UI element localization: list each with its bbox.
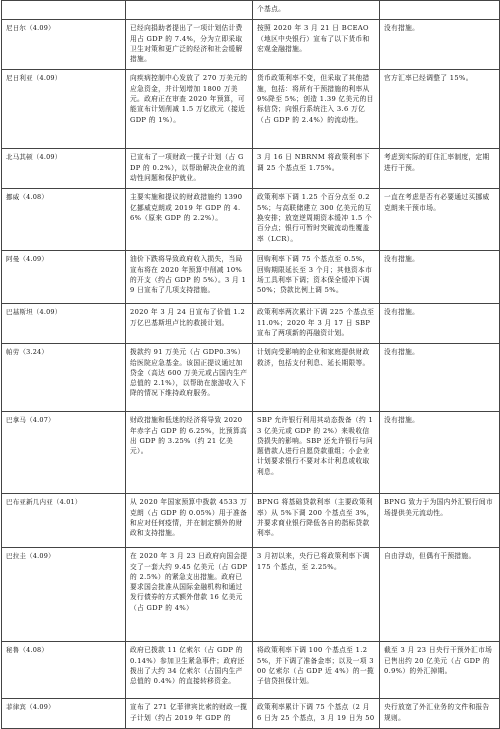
fiscal-cell: 2020 年 3 月 24 日宣布了价值 1.2 万亿巴基斯坦卢比的救援计划。 — [126, 304, 253, 344]
fx-cell — [380, 1, 500, 20]
country-cell: 阿曼（4.09） — [2, 251, 126, 304]
monetary-cell: BPNG 将基础贷款利率（主要政策利率）从 5%下调 200 个基点至 3%，并要求商业银行降低各自的指标贷款利率。 — [253, 494, 380, 548]
table-row — [2, 699, 500, 729]
fx-cell: 没有措施。 — [380, 251, 500, 304]
fiscal-cell — [126, 1, 253, 20]
country-cell: 巴基斯坦（4.09） — [2, 304, 126, 344]
fiscal-cell: 政府已拨款 11 亿索尔（占 GDP 的 0.14%）参加卫生紧急事件；政府还拨出了大约 34 亿索尔（占国内生产总值的 0.4%）的直接转移资金。 — [126, 642, 253, 699]
table-row — [2, 548, 500, 642]
country-cell: 巴拿马（4.07） — [2, 412, 126, 494]
table-row — [2, 304, 500, 344]
country-cell: 巴布亚新几内亚（4.01） — [2, 494, 126, 548]
table-row — [2, 494, 500, 548]
table-row — [2, 189, 500, 251]
monetary-cell: 3 月 16 日 NBRNM 将政策利率下调 25 个基点至 1.75%。 — [253, 149, 380, 189]
fx-cell: 自由浮动，但偶有干预措施。 — [380, 548, 500, 642]
fx-cell: 没有措施。 — [380, 20, 500, 70]
fx-cell: 央行放宽了外汇业务的文件和报告规则。 — [380, 699, 500, 729]
table-row — [2, 412, 500, 494]
monetary-cell: 政策利率两次累计下调 225 个基点至 11.0%；2020 年 3 月 17 日 SBP 宣布了两项新的再融资计划。 — [253, 304, 380, 344]
fx-cell: 截至 3 月 23 日央行干预外汇市场已售出约 20 亿美元（占 GDP 的 0.9%）的外汇掉期。 — [380, 642, 500, 699]
monetary-cell: 计划向受影响的企业和家庭提供财政救济，包括支付利息、延长期限等。 — [253, 344, 380, 412]
country-cell: 挪威（4.08） — [2, 189, 126, 251]
monetary-cell: 货币政策利率不变，但采取了其他措施，包括：将所有干预措施的利率从 9%降至 5%；创造 1.39 亿美元的目标信贷；向银行系统注入 3.6 万亿（占 GDP 的 2.4%）的流动性。 — [253, 70, 380, 149]
country-cell — [2, 1, 126, 20]
policy-table-body — [2, 1, 500, 729]
fiscal-cell: 在 2020 年 3 月 23 日政府向国会提交了一套大约 9.45 亿美元（占 GDP 的 2.5%）的紧急支出措施。政府已要求国会批准从国际金融机构和通过发行债券的方式额外借款 16 亿美元（占 GDP 的 4%） — [126, 548, 253, 642]
fx-cell: 考虑到实际的盯住汇率制度，定期进行干预。 — [380, 149, 500, 189]
fiscal-cell: 向疾病控制中心发放了 270 万美元的应急资金，并计划增加 1800 万美元。政府正在审查 2020 年预算，可能宣布计划削减 1.5 万亿欧元（接近 GDP 的 1%）。 — [126, 70, 253, 149]
table-row — [2, 251, 500, 304]
monetary-cell: 政策利率下调 1.25 个百分点至 0.25%；与高联储建立 300 亿美元的互换安排；放宽逆周期资本缓冲 1.5 个百分点；银行可暂时突破流动性覆盖率（LCR）。 — [253, 189, 380, 251]
country-cell: 帕劳（3.24） — [2, 344, 126, 412]
monetary-cell: 个基点。 — [253, 1, 380, 20]
monetary-cell: 政策利率累计下调 75 个基点（2 月 6 日为 25 个基点，3 月 19 日为 50 — [253, 699, 380, 729]
monetary-cell: 按照 2020 年 3 月 21 日 BCEAO（地区中央银行）宣布了以下货币和宏观金融措施。 — [253, 20, 380, 70]
fiscal-cell: 从 2020 年国家预算中拨款 4533 万克朗（占 GDP 的 0.05%）用于准备和应对任何疫情，并在制定额外的财政和支持措施。 — [126, 494, 253, 548]
fx-cell: 官方汇率已经调整了 15%。 — [380, 70, 500, 149]
country-cell: 巴拉圭（4.09） — [2, 548, 126, 642]
fiscal-cell: 财政措施和低迷的经济将导致 2020 年赤字占 GDP 的 6.25%，比预算高出 GDP 的 3.25%（约 21 亿美元）。 — [126, 412, 253, 494]
fiscal-cell: 油价下跌将导致政府收入损失，当局宣布将在 2020 年预算中削减 10%的开支（约占 GDP 的 5%）。3 月 19 日宣布了几项支持措施。 — [126, 251, 253, 304]
monetary-cell: 将政策利率下调 100 个基点至 1.25%，并下调了准备金率；以及一项 300 亿索尔（占 GDP 近 4%）的一揽子信贷担保计划。 — [253, 642, 380, 699]
fx-cell: 没有措施。 — [380, 412, 500, 494]
country-cell: 尼日利亚（4.09） — [2, 70, 126, 149]
policy-measures-table — [1, 0, 500, 729]
monetary-cell: 回购利率下调 75 个基点至 0.5%，回购期限延长至 3 个月；其他资本市场工具利率下调；资本保全缓冲下调 50%；贷款比例上调 5%。 — [253, 251, 380, 304]
table-row — [2, 70, 500, 149]
fx-cell: 没有措施。 — [380, 304, 500, 344]
table-row — [2, 20, 500, 70]
monetary-cell: SBP 允许银行利用其动态拨备（约 13 亿美元或 GDP 的 2%）来吸收信贷损失的影响。SBP 还允许银行与问题借款人进行自愿贷款重组；小企业计划要求银行不要对本计利息或收取利息。 — [253, 412, 380, 494]
fiscal-cell: 已宣布了一项财政一揽子计划（占 GDP 的 0.2%），以帮助解决企业的流动性问题和保护就业。 — [126, 149, 253, 189]
fiscal-cell: 拨款约 91 万美元（占 GDP0.3%）给医院应急基金。该国正提议通过加贷金（高达 600 万美元或占国内生产总值的 2.1%），以帮助在旅游收入下降的情况下维持政府服务。 — [126, 344, 253, 412]
country-cell: 秘鲁（4.08） — [2, 642, 126, 699]
fiscal-cell: 已经向捐助者提出了一项计划估计费用占 GDP 的 7.4%，分为立即采取卫生对策和更广泛的经济和社会缓解措施。 — [126, 20, 253, 70]
table-row — [2, 149, 500, 189]
table-row — [2, 1, 500, 20]
fx-cell: 一直在考虑是否有必要通过买挪威克朗来干预市场。 — [380, 189, 500, 251]
monetary-cell: 3 月初以来，央行已将政策利率下调 175 个基点，至 2.25%。 — [253, 548, 380, 642]
fiscal-cell: 主要实施和提议的财政措施约 1390 亿挪威克朗或 2019 年 GDP 的 4.6%（原来 GDP 的 2.2%）。 — [126, 189, 253, 251]
fx-cell: 没有措施。 — [380, 344, 500, 412]
country-cell: 尼日尔（4.09） — [2, 20, 126, 70]
country-cell: 菲律宾（4.09） — [2, 699, 126, 729]
country-cell: 北马其顿（4.09） — [2, 149, 126, 189]
fx-cell: BPNG 致力于为国内外汇银行间市场提供美元流动性。 — [380, 494, 500, 548]
table-row — [2, 344, 500, 412]
fiscal-cell: 宣布了 271 亿菲律宾比索的财政一揽子计划（约占 2019 年 GDP 的 — [126, 699, 253, 729]
table-row — [2, 642, 500, 699]
